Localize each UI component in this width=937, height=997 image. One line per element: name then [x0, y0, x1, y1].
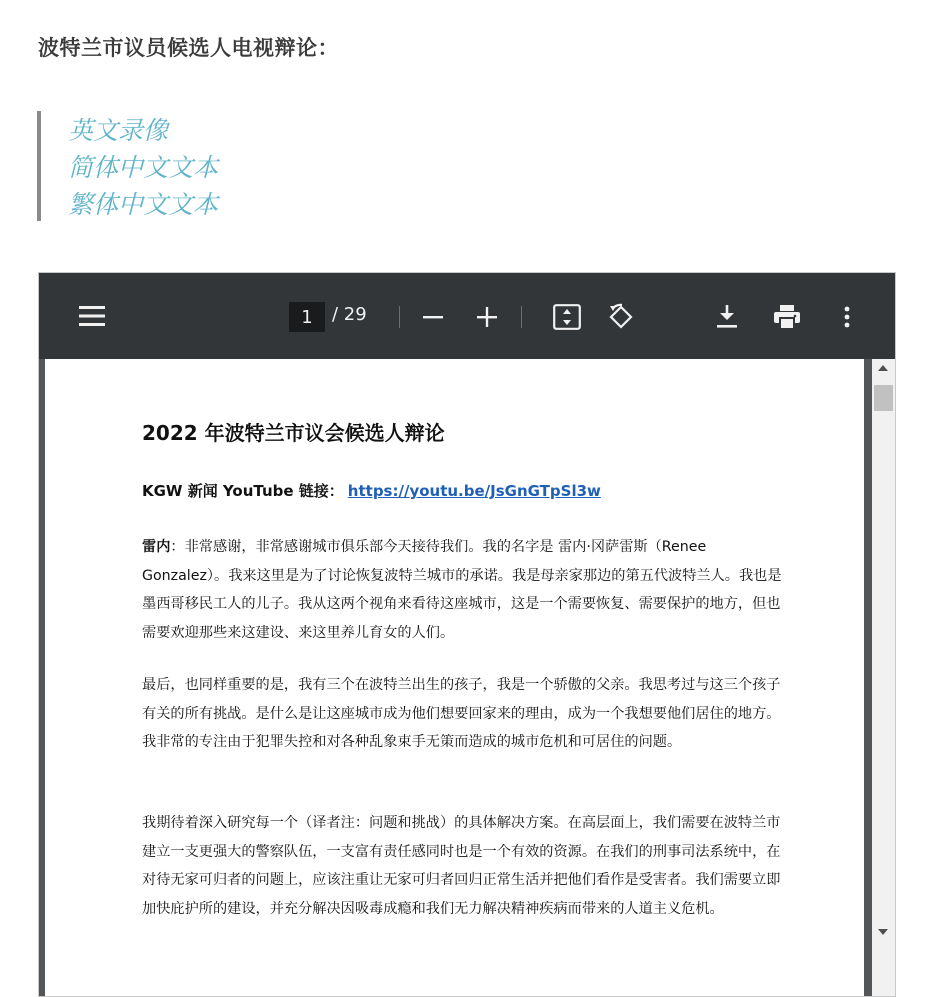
blockquote-bar	[37, 111, 41, 221]
paragraph-1	[142, 533, 782, 647]
pdf-toolbar	[39, 273, 895, 359]
traditional-chinese-link[interactable]: 繁体中文文本	[68, 190, 219, 219]
scrollbar[interactable]	[872, 359, 895, 997]
page-heading: 波特兰市议员候选人电视辩论：	[38, 36, 339, 60]
paragraph-1-text: ：非常感谢，非常感谢城市俱乐部今天接待我们。我的名字是 雷内·冈萨雷斯（Renee Gonzalez）。我来这里是为了讨论恢复波特兰城市的承诺。我是母亲家那边的第五代波特兰人。我也是墨西哥移民工人的儿子。我从这两个视角来看待这座城市，这是一个需要恢复、需要保护的地方，但也需要欢迎那些来这建设、来这里养儿育女的人们。	[142, 539, 782, 641]
youtube-link[interactable]: https://youtu.be/JsGnGTpSl3w	[347, 482, 601, 500]
speaker-name: 雷内	[142, 539, 171, 555]
scroll-up-arrow-icon[interactable]	[878, 365, 888, 371]
youtube-link-line	[142, 480, 601, 501]
document-area	[39, 359, 895, 997]
zoom-out-icon[interactable]	[417, 301, 449, 333]
print-icon[interactable]	[771, 301, 803, 333]
scroll-down-arrow-icon[interactable]	[878, 929, 888, 935]
document-title: 2022 年波特兰市议会候选人辩论	[142, 421, 445, 445]
english-video-link[interactable]: 英文录像	[68, 116, 169, 145]
video-links	[68, 112, 218, 223]
scroll-thumb[interactable]	[874, 385, 893, 411]
menu-icon[interactable]	[77, 301, 107, 331]
document-page	[45, 359, 864, 997]
page-total: / 29	[332, 304, 367, 325]
more-options-icon[interactable]	[831, 301, 863, 333]
fit-page-icon[interactable]	[551, 301, 583, 333]
toolbar-divider	[521, 306, 522, 328]
simplified-chinese-link[interactable]: 简体中文文本	[68, 153, 219, 182]
zoom-in-icon[interactable]	[471, 301, 503, 333]
rotate-icon[interactable]	[605, 301, 637, 333]
download-icon[interactable]	[711, 301, 743, 333]
paragraph-3: 我期待着深入研究每一个（译者注：问题和挑战）的具体解决方案。在高层面上，我们需要在波特兰市建立一支更强大的警察队伍，一支富有责任感同时也是一个有效的资源。在我们的刑事司法系统中，在对待无家可归者的问题上，应该注重让无家可归者回归正常生活并把他们看作是受害者。我们需要立即加快庇护所的建设，并充分解决因吸毒成瘾和我们无力解决精神疾病而带来的人道主义危机。	[142, 815, 781, 917]
toolbar-divider	[399, 306, 400, 328]
page-number-input[interactable]: 1	[289, 302, 325, 332]
pdf-viewer	[38, 272, 896, 997]
paragraph-2: 最后，也同样重要的是，我有三个在波特兰出生的孩子，我是一个骄傲的父亲。我思考过与这三个孩子有关的所有挑战。是什么是让这座城市成为他们想要回家来的理由，成为一个我想要他们居住的地方。我非常的专注由于犯罪失控和对各种乱象束手无策而造成的城市危机和可居住的问题。	[142, 677, 781, 750]
youtube-link-label: KGW 新闻 YouTube 链接：	[142, 482, 344, 500]
